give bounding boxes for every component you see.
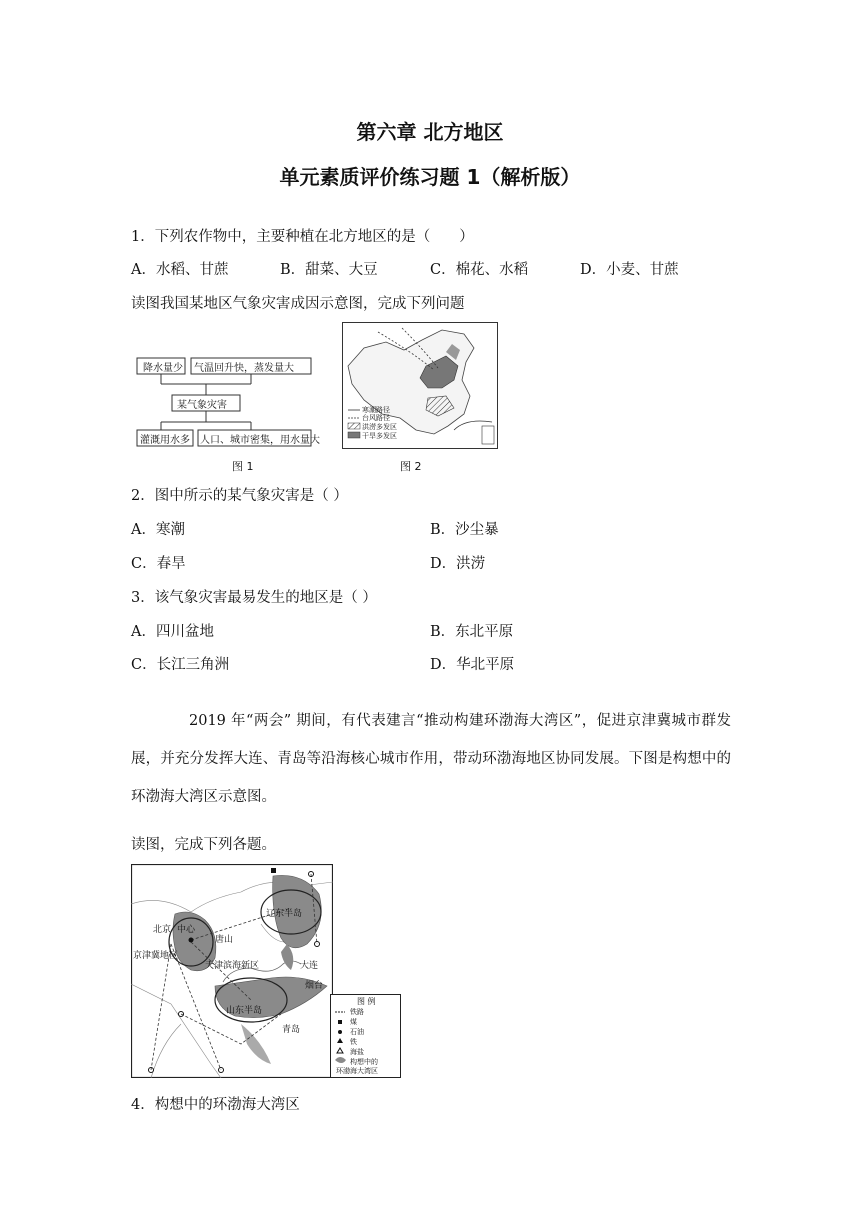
q2-option-c: C．春旱 [131, 556, 186, 572]
q2-option-a: A．寒潮 [131, 522, 185, 538]
q1-option-d: D．小麦、甘蔗 [580, 262, 679, 278]
exam-subtitle: 单元素质评价练习题 1（解析版） [279, 165, 581, 189]
passage-bohai-bay: 2019 年“两会” 期间，有代表建言“推动构建环渤海大湾区”，促进京津冀城市群发展，并充分发挥大连、青岛等沿海核心城市作用，带动环渤海地区协同发展。下图是构想中的环渤海大湾区示意图。 [131, 713, 731, 805]
q1-option-b: B．甜菜、大豆 [280, 262, 378, 278]
legend-typhoon: 台风路径 [362, 414, 390, 422]
map-label-jingjinji: 京津冀地区 [133, 951, 179, 961]
map-label-dalian: 大连 [300, 961, 319, 971]
map-legend-title: 图 例 [357, 997, 376, 1006]
map-intro: 读图，完成下列各题。 [131, 837, 276, 853]
q3-option-c: C．长江三角洲 [131, 657, 230, 673]
bohai-bay-map [131, 864, 333, 1078]
figure-1-caption: 图 1 [232, 460, 254, 473]
map-label-beijing: 北京 [153, 925, 172, 935]
figure-2-caption: 图 2 [400, 460, 422, 473]
map-label-qingdao: 青岛 [282, 1025, 301, 1035]
question-1-stem: 1．下列农作物中，主要种植在北方地区的是（ ） [131, 229, 474, 245]
q3-option-b: B．东北平原 [430, 624, 514, 640]
figure-intro: 读图我国某地区气象灾害成因示意图，完成下列问题 [131, 296, 465, 312]
legend-drought: 干旱多发区 [362, 432, 397, 440]
q2-option-b: B．沙尘暴 [430, 522, 499, 538]
q2-option-d: D．洪涝 [430, 556, 486, 572]
q3-option-a: A．四川盆地 [131, 624, 214, 640]
q1-option-a: A．水稻、甘蔗 [131, 262, 229, 278]
question-2-stem: 2．图中所示的某气象灾害是（ ） [131, 488, 348, 504]
legend-cold-wave: 寒潮路径 [362, 406, 390, 414]
question-4-stem: 4．构想中的环渤海大湾区 [131, 1097, 300, 1113]
map-label-yantai: 烟台 [305, 981, 324, 991]
question-3-stem: 3．该气象灾害最易发生的地区是（ ） [131, 590, 377, 606]
legend-railway: 铁路 [350, 1008, 364, 1016]
map-label-tianjin-binhai: 天津滨海新区 [205, 961, 260, 971]
q3-option-d: D．华北平原 [430, 657, 515, 673]
legend-planned: 构想中的 [350, 1058, 378, 1066]
flow-box-evaporation: 气温回升快，蒸发量大 [194, 363, 294, 374]
map-label-shandong: 山东半岛 [226, 1006, 263, 1016]
flow-box-low-rainfall: 降水量少 [143, 363, 183, 374]
legend-bay-area: 环渤海大湾区 [336, 1067, 378, 1075]
q1-option-c: C．棉花、水稻 [430, 262, 529, 278]
map-label-center: 中心 [177, 925, 196, 935]
legend-oil: 石油 [350, 1028, 364, 1036]
flow-box-disaster: 某气象灾害 [177, 400, 227, 411]
legend-flood: 洪涝多发区 [362, 423, 397, 431]
map-label-tangshan: 唐山 [215, 935, 234, 945]
flow-box-irrigation: 灌溉用水多 [140, 435, 190, 446]
map-label-liaodong: 辽东半岛 [266, 909, 303, 919]
chapter-title: 第六章 北方地区 [356, 120, 504, 144]
flow-box-population: 人口、城市密集，用水量大 [200, 435, 320, 446]
legend-coal: 煤 [350, 1018, 357, 1026]
legend-iron: 铁 [350, 1038, 357, 1046]
legend-sea-salt: 海盐 [350, 1048, 364, 1056]
